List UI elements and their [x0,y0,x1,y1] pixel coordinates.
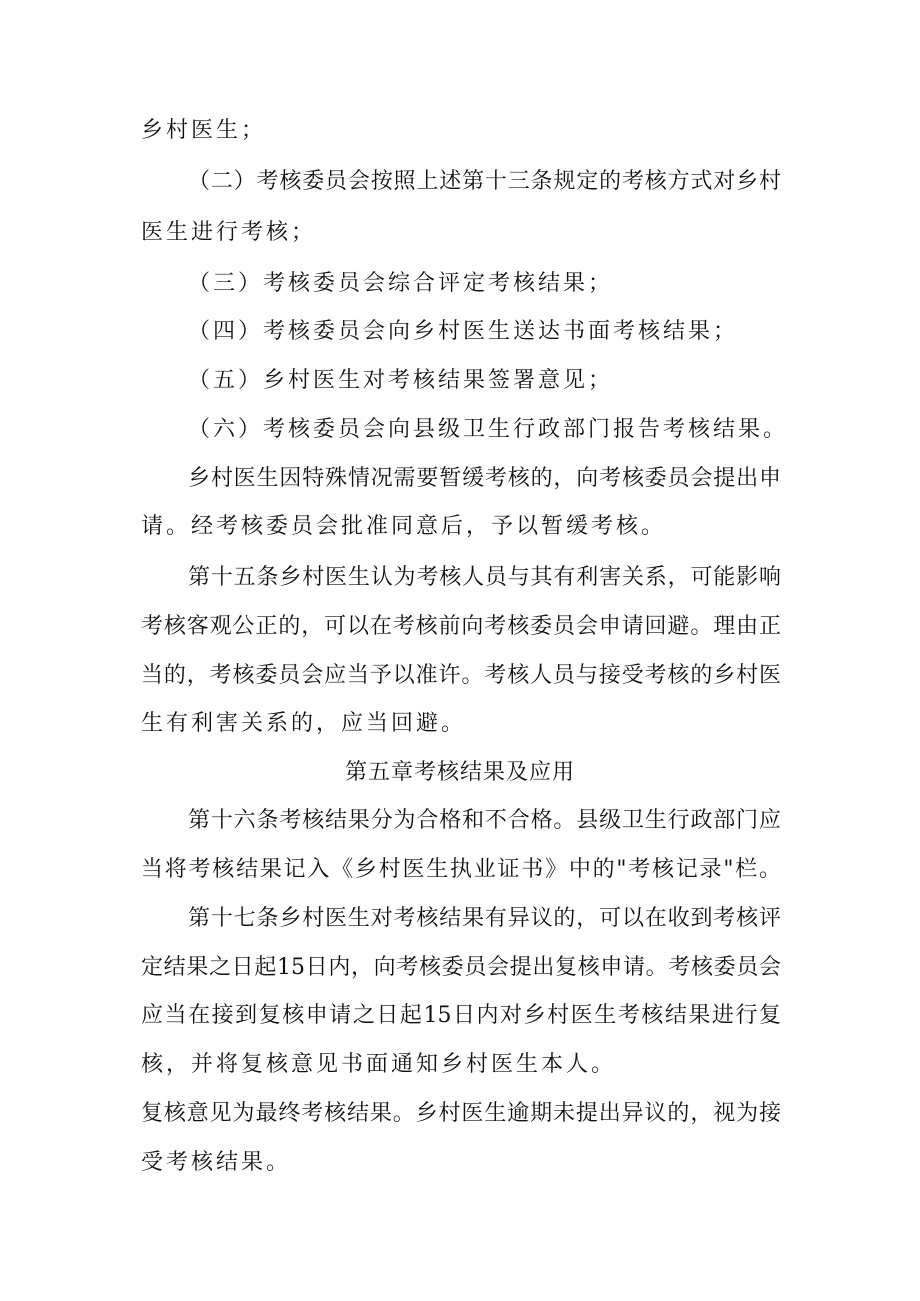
text-line: 受考核结果。 [141,1150,292,1175]
list-item: （四）考核委员会向乡村医生送达书面考核结果； [188,319,739,344]
text-line: 考核客观公正的，可以在考核前向考核委员会申请回避。理由正 [141,614,781,639]
chapter-heading: 第五章考核结果及应用 [344,760,575,785]
text-line: 乡村医生因特殊情况需要暂缓考核的，向考核委员会提出申 [188,466,781,491]
text-line: 第十六条考核结果分为合格和不合格。县级卫生行政部门应 [188,808,781,833]
text-line: 定结果之日起15日内，向考核委员会提出复核申请。考核委员会 [141,955,781,980]
text-line: 生有利害关系的，应当回避。 [141,711,467,736]
text-line: 请。经考核委员会批准同意后，予以暂缓考核。 [141,514,667,539]
text-line: 当将考核结果记入《乡村医生执业证书》中的"考核记录"栏。 [141,857,781,882]
text-line: 第十五条乡村医生认为考核人员与其有利害关系，可能影响 [188,565,781,590]
text-line: 第十七条乡村医生对考核结果有异议的，可以在收到考核评 [188,906,781,931]
text-line: 当的，考核委员会应当予以准许。考核人员与接受考核的乡村医 [141,663,781,688]
text-line: 医生进行考核； [141,220,317,245]
list-item: （三）考核委员会综合评定考核结果； [188,271,614,296]
text-line: 应当在接到复核申请之日起15日内对乡村医生考核结果进行复 [141,1003,781,1028]
list-item: （六）考核委员会向县级卫生行政部门报告考核结果。 [188,417,789,442]
text-line: 核，并将复核意见书面通知乡村医生本人。 [141,1052,617,1077]
text-line: （二）考核委员会按照上述第十三条规定的考核方式对乡村 [188,169,781,194]
text-line: 乡村医生； [141,118,267,143]
text-line: 复核意见为最终考核结果。乡村医生逾期未提出异议的，视为接 [141,1101,781,1126]
list-item: （五）乡村医生对考核结果签署意见； [188,368,614,393]
